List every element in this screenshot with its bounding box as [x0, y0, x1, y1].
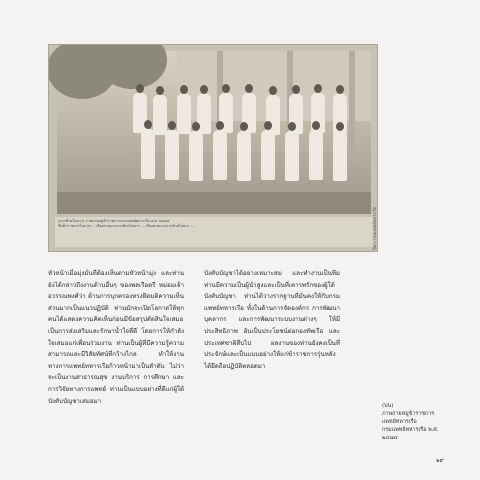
- photo-caption-line-2: ชื่อข้าราชการในภาพ ... เรียงตามแถวจากซ้ายไปขวา ... เรียงตามแถวจากซ้ายไปขวา ...: [58, 223, 194, 228]
- side-caption-line-2: ภาพถ่ายหมู่ข้าราชการ: [382, 411, 435, 417]
- photo-caption: [55, 217, 373, 247]
- photo-credit: ที่มา: กรมแพทย์ทหารเรือ: [372, 206, 377, 250]
- side-caption-line-3: แพทย์ทหารเรือ: [382, 419, 417, 425]
- side-caption-line-4: กรมแพทย์ทหารเรือ พ.ศ. ๒๔๗๔: [382, 427, 439, 441]
- side-caption-line-1: (บน): [382, 403, 394, 409]
- side-caption: [382, 402, 452, 442]
- body-left-column: หัวหน้าเมื่อมุ่งมั่นที่ต้องเห็นตามหัวหน้ามุ่ง และท่านยังได้กล่าวถึงงานด้านอื่นๆ ของพลเรือตรี หม่อมเจ้าอวรรณพงศ์ว่า ด้านการบุกครองทรงยึดมติความเห็นส่วนมากเป็นแนวปฏิบัติ ท่านมักจะเปิดโอกาสให้ทุกคนได้แสดงความคิดเห็นก่อนมีข้อสรุปตัดสินใจเสมอ เป็นการส่งเสริมและรักษาน้ำใจที่ดี โดยการให้กำลังใจเสมอแก่เพื่อนร่วมงาน ท่านเป็นผู้ที่มีความรู้ความสามารถและมีวิสัยทัศน์ที่กว้างไกล ทำให้งานทางการแพทย์ทหารเรือก้าวหน้ามาเป็นลำดับ ไม่ว่าจะเป็นงานสาธารณสุข งานบริการ การศึกษา และการวิจัยทางการแพทย์ ท่านเป็นแบบอย่างที่ดีแก่ผู้ใต้บังคับบัญชาเสมอมา: [48, 270, 184, 405]
- historical-photo: [48, 44, 378, 252]
- photo-caption-line-1: (จากซ้ายไปขวา) ภาพถ่ายหมู่ข้าราชการกรมแพทย์ทหารเรือ พ.ศ. ๒๔๗๔: [58, 219, 170, 223]
- page-number: ๑๙: [436, 458, 444, 464]
- photo-scene: [57, 51, 371, 214]
- body-middle-column: บังคับบัญชาได้อย่างเหมาะสม และทำงานเป็นทีม ท่านมีความเป็นผู้นำสูงและเป็นที่เคารพรักของผู้ใต้บังคับบัญชา ท่านได้วางรากฐานที่มั่นคงให้กับกรมแพทย์ทหารเรือ ทั้งในด้านการจัดองค์กร การพัฒนาบุคลากร และการพัฒนาระบบงานต่างๆ ให้มีประสิทธิภาพ อันเป็นประโยชน์ต่อกองทัพเรือ และประเทศชาติสืบไป ผลงานของท่านยังคงเป็นที่ประจักษ์และเป็นแบบอย่างให้แก่ข้าราชการรุ่นหลังได้ยึดถือปฏิบัติตลอดมา: [204, 270, 340, 370]
